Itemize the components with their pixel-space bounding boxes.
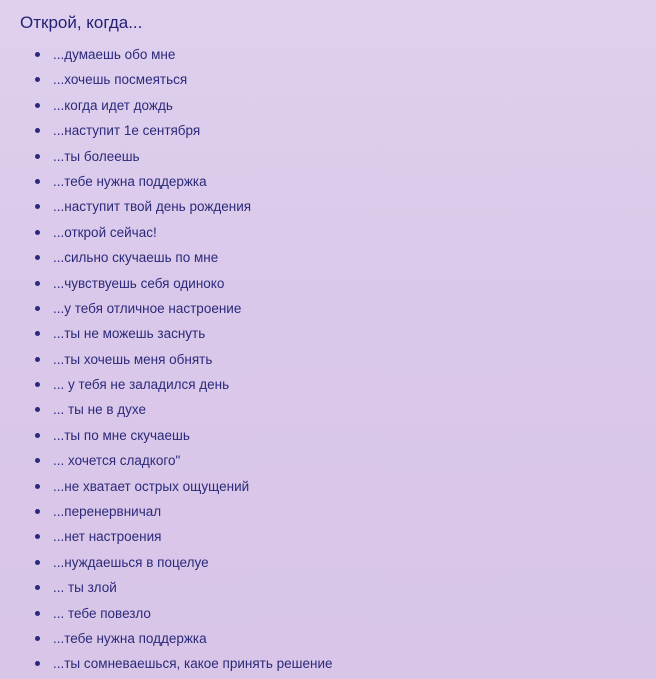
bullet-icon bbox=[35, 636, 40, 641]
list-item-text: ...нет настроения bbox=[53, 529, 162, 545]
list-item bbox=[0, 347, 640, 372]
bullet-icon bbox=[35, 534, 40, 539]
list-item-text: ... ты злой bbox=[53, 580, 117, 596]
list-item bbox=[0, 220, 640, 245]
list-item-text: ...у тебя отличное настроение bbox=[53, 300, 242, 316]
list-item-text: ... тебе повезло bbox=[53, 605, 151, 621]
list-item-text: ...думаешь обо мне bbox=[53, 47, 176, 62]
bullet-icon bbox=[35, 77, 40, 82]
list-item-text: ...ты по мне скучаешь bbox=[53, 427, 190, 443]
bullet-icon bbox=[35, 306, 40, 311]
bullet-icon bbox=[35, 407, 40, 412]
list-item bbox=[0, 321, 640, 346]
list-item-text: ...нуждаешься в поцелуе bbox=[53, 554, 209, 570]
list-item-text: ...ты не можешь заснуть bbox=[53, 326, 206, 342]
list-item-text: ... ты не в духе bbox=[53, 402, 147, 418]
list-item bbox=[0, 448, 640, 473]
bullet-icon bbox=[35, 128, 40, 133]
bullet-icon bbox=[35, 52, 40, 57]
bullet-icon bbox=[35, 357, 40, 362]
list-item bbox=[0, 524, 640, 549]
list-item-text: ...сильно скучаешь по мне bbox=[53, 250, 219, 266]
open-when-list bbox=[0, 42, 640, 677]
list-item bbox=[0, 67, 640, 92]
bullet-icon bbox=[35, 255, 40, 260]
bullet-icon bbox=[35, 281, 40, 286]
bullet-icon bbox=[35, 204, 40, 209]
list-item bbox=[0, 626, 640, 651]
list-item-text: ...наступит 1е сентября bbox=[53, 123, 201, 139]
list-item-text: ...ты сомневаешься, какое принять решение bbox=[53, 656, 333, 672]
list-item-text: ...хочешь посмеяться bbox=[53, 72, 188, 88]
list-item bbox=[0, 296, 640, 321]
list-item-text: ...перенервничал bbox=[53, 504, 162, 520]
bullet-icon bbox=[35, 560, 40, 565]
list-item bbox=[0, 397, 640, 422]
list-item bbox=[0, 245, 640, 270]
list-item bbox=[0, 575, 640, 600]
list-item-text: ...не хватает острых ощущений bbox=[53, 478, 250, 494]
list-item-text: ...чувствуешь себя одиноко bbox=[53, 275, 225, 291]
list-item-text: ...ты болеешь bbox=[53, 148, 140, 164]
list-item bbox=[0, 271, 640, 296]
bullet-icon bbox=[35, 382, 40, 387]
bullet-icon bbox=[35, 484, 40, 489]
list-item bbox=[0, 42, 640, 67]
bullet-icon bbox=[35, 509, 40, 514]
list-item bbox=[0, 601, 640, 626]
list-item bbox=[0, 499, 640, 524]
bullet-icon bbox=[35, 230, 40, 235]
bullet-icon bbox=[35, 458, 40, 463]
bullet-icon bbox=[35, 154, 40, 159]
list-item bbox=[0, 372, 640, 397]
list-item-text: ...тебе нужна поддержка bbox=[53, 630, 207, 646]
list-item-text: ...ты хочешь меня обнять bbox=[53, 351, 213, 367]
list-item-text: ... хочется сладкого" bbox=[53, 453, 181, 469]
list-item-text: ... у тебя не заладился день bbox=[53, 377, 230, 393]
list-item bbox=[0, 118, 640, 143]
bullet-icon bbox=[35, 179, 40, 184]
list-item-text: ...наступит твой день рождения bbox=[53, 199, 252, 215]
bullet-icon bbox=[35, 103, 40, 108]
list-item bbox=[0, 169, 640, 194]
list-item bbox=[0, 550, 640, 575]
list-item bbox=[0, 474, 640, 499]
bullet-icon bbox=[35, 331, 40, 336]
list-item bbox=[0, 651, 640, 676]
list-item-text: ...тебе нужна поддержка bbox=[53, 173, 207, 189]
bullet-icon bbox=[35, 661, 40, 666]
page-title: Открой, когда... bbox=[20, 13, 143, 32]
bullet-icon bbox=[35, 585, 40, 590]
bullet-icon bbox=[35, 433, 40, 438]
list-item bbox=[0, 144, 640, 169]
list-item bbox=[0, 194, 640, 219]
list-item bbox=[0, 93, 640, 118]
list-item-text: ...открой сейчас! bbox=[53, 224, 157, 240]
list-item bbox=[0, 423, 640, 448]
bullet-icon bbox=[35, 611, 40, 616]
list-item-text: ...когда идет дождь bbox=[53, 97, 173, 113]
